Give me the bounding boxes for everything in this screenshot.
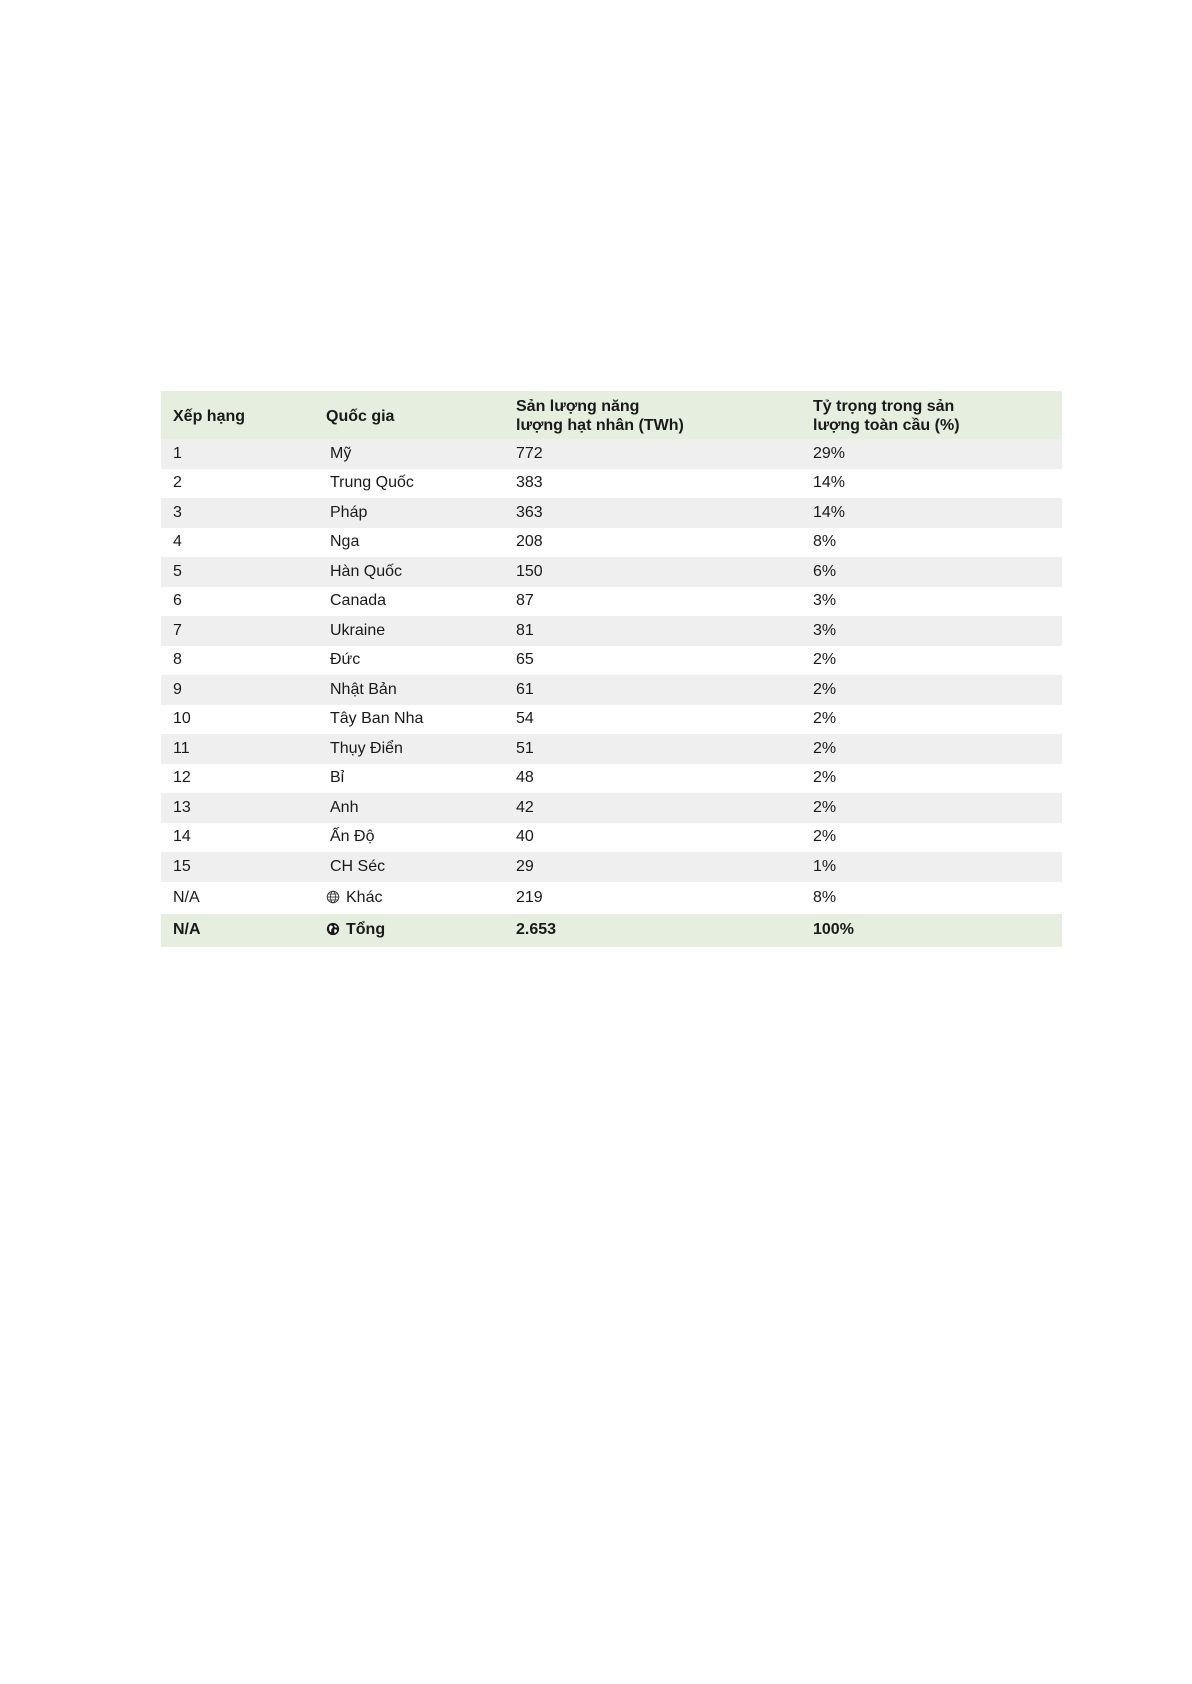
table-row — [161, 646, 1062, 676]
cell-output: 150 — [516, 562, 543, 580]
cell-country: Trung Quốc — [330, 474, 414, 492]
cell-share: 14% — [813, 474, 846, 492]
cell-share: 2% — [813, 828, 837, 846]
cell-share: 2% — [813, 651, 837, 669]
header-rank: Xếp hạng — [173, 407, 246, 425]
cell-output: 363 — [516, 503, 543, 521]
cell-share: 2% — [813, 798, 837, 816]
cell-country: Đức — [330, 651, 361, 669]
cell-share: 2% — [813, 710, 837, 728]
total-label: Tổng — [346, 921, 386, 938]
cell-rank: 8 — [173, 651, 182, 669]
cell-output: 40 — [516, 828, 534, 846]
table-row — [161, 528, 1062, 558]
cell-country: Tây Ban Nha — [330, 710, 424, 728]
cell-country — [326, 914, 516, 947]
cell-share: 2% — [813, 769, 837, 787]
cell-share: 3% — [813, 592, 837, 610]
cell-country: Pháp — [330, 503, 368, 521]
cell-rank: 13 — [173, 798, 191, 816]
cell-rank: 3 — [173, 503, 182, 521]
cell-output: 2.653 — [516, 921, 557, 938]
cell-rank: N/A — [173, 888, 200, 906]
cell-rank: 5 — [173, 562, 182, 580]
cell-rank: 6 — [173, 592, 182, 610]
cell-country: Ukraine — [330, 621, 386, 639]
cell-country: Nga — [330, 533, 360, 551]
table-row-total — [161, 914, 1062, 947]
cell-share: 6% — [813, 562, 837, 580]
cell-share: 2% — [813, 739, 837, 757]
table-row — [161, 557, 1062, 587]
cell-share: 14% — [813, 503, 846, 521]
cell-output: 383 — [516, 474, 543, 492]
cell-output: 61 — [516, 680, 534, 698]
cell-rank: 4 — [173, 533, 182, 551]
header-output-line1: Sản lượng năng — [516, 398, 640, 415]
cell-country: CH Séc — [330, 857, 386, 875]
table-header-row — [161, 391, 1062, 439]
table-row — [161, 734, 1062, 764]
cell-rank: 11 — [173, 739, 190, 757]
cell-share: 29% — [813, 444, 846, 462]
cell-rank: 14 — [173, 828, 191, 846]
cell-share: 8% — [813, 888, 837, 906]
cell-country: Thụy Điển — [330, 739, 403, 757]
cell-country: Bỉ — [330, 769, 345, 787]
header-share-line1: Tỷ trọng trong sản — [813, 398, 955, 415]
cell-share: 3% — [813, 621, 837, 639]
cell-country: Canada — [330, 592, 387, 610]
nuclear-output-table — [161, 391, 1062, 947]
cell-share: 100% — [813, 921, 854, 938]
cell-rank: 10 — [173, 710, 191, 728]
cell-output: 51 — [516, 739, 534, 757]
cell-country: Anh — [330, 798, 359, 816]
table-row — [161, 587, 1062, 617]
cell-output: 48 — [516, 769, 534, 787]
table-row — [161, 852, 1062, 882]
cell-rank: N/A — [173, 921, 201, 938]
cell-output: 65 — [516, 651, 534, 669]
cell-rank: 15 — [173, 857, 191, 875]
cell-output: 87 — [516, 592, 534, 610]
table-row-other — [161, 882, 1062, 914]
cell-output: 219 — [516, 888, 543, 906]
table-row — [161, 439, 1062, 469]
cell-country: Ấn Độ — [330, 828, 375, 846]
header-output — [516, 391, 813, 439]
header-share-line2: lượng toàn cầu (%) — [813, 417, 960, 434]
cell-rank: 1 — [173, 444, 182, 462]
cell-output: 81 — [516, 621, 534, 639]
table-row — [161, 764, 1062, 794]
header-share — [813, 391, 1062, 439]
globe-icon — [326, 890, 340, 904]
table-row — [161, 793, 1062, 823]
cell-country — [326, 882, 516, 914]
cell-output: 29 — [516, 857, 534, 875]
cell-country: Hàn Quốc — [330, 562, 403, 580]
cell-rank: 2 — [173, 474, 182, 492]
header-output-line2: lượng hạt nhân (TWh) — [516, 417, 684, 434]
table-row — [161, 675, 1062, 705]
table-row — [161, 705, 1062, 735]
cell-output: 772 — [516, 444, 543, 462]
cell-output: 42 — [516, 798, 534, 816]
cell-share: 1% — [813, 857, 837, 875]
cell-rank: 7 — [173, 621, 182, 639]
cell-country: Nhật Bản — [330, 680, 397, 698]
cell-rank: 9 — [173, 680, 182, 698]
cell-output: 208 — [516, 533, 543, 551]
cell-share: 2% — [813, 680, 837, 698]
globe-filled-icon — [326, 922, 340, 936]
table-row — [161, 469, 1062, 499]
other-label: Khác — [346, 888, 383, 906]
cell-rank: 12 — [173, 769, 191, 787]
table-row — [161, 616, 1062, 646]
cell-country: Mỹ — [330, 444, 352, 462]
cell-output: 54 — [516, 710, 534, 728]
cell-share: 8% — [813, 533, 837, 551]
header-country: Quốc gia — [326, 407, 395, 425]
table-row — [161, 498, 1062, 528]
table-row — [161, 823, 1062, 853]
